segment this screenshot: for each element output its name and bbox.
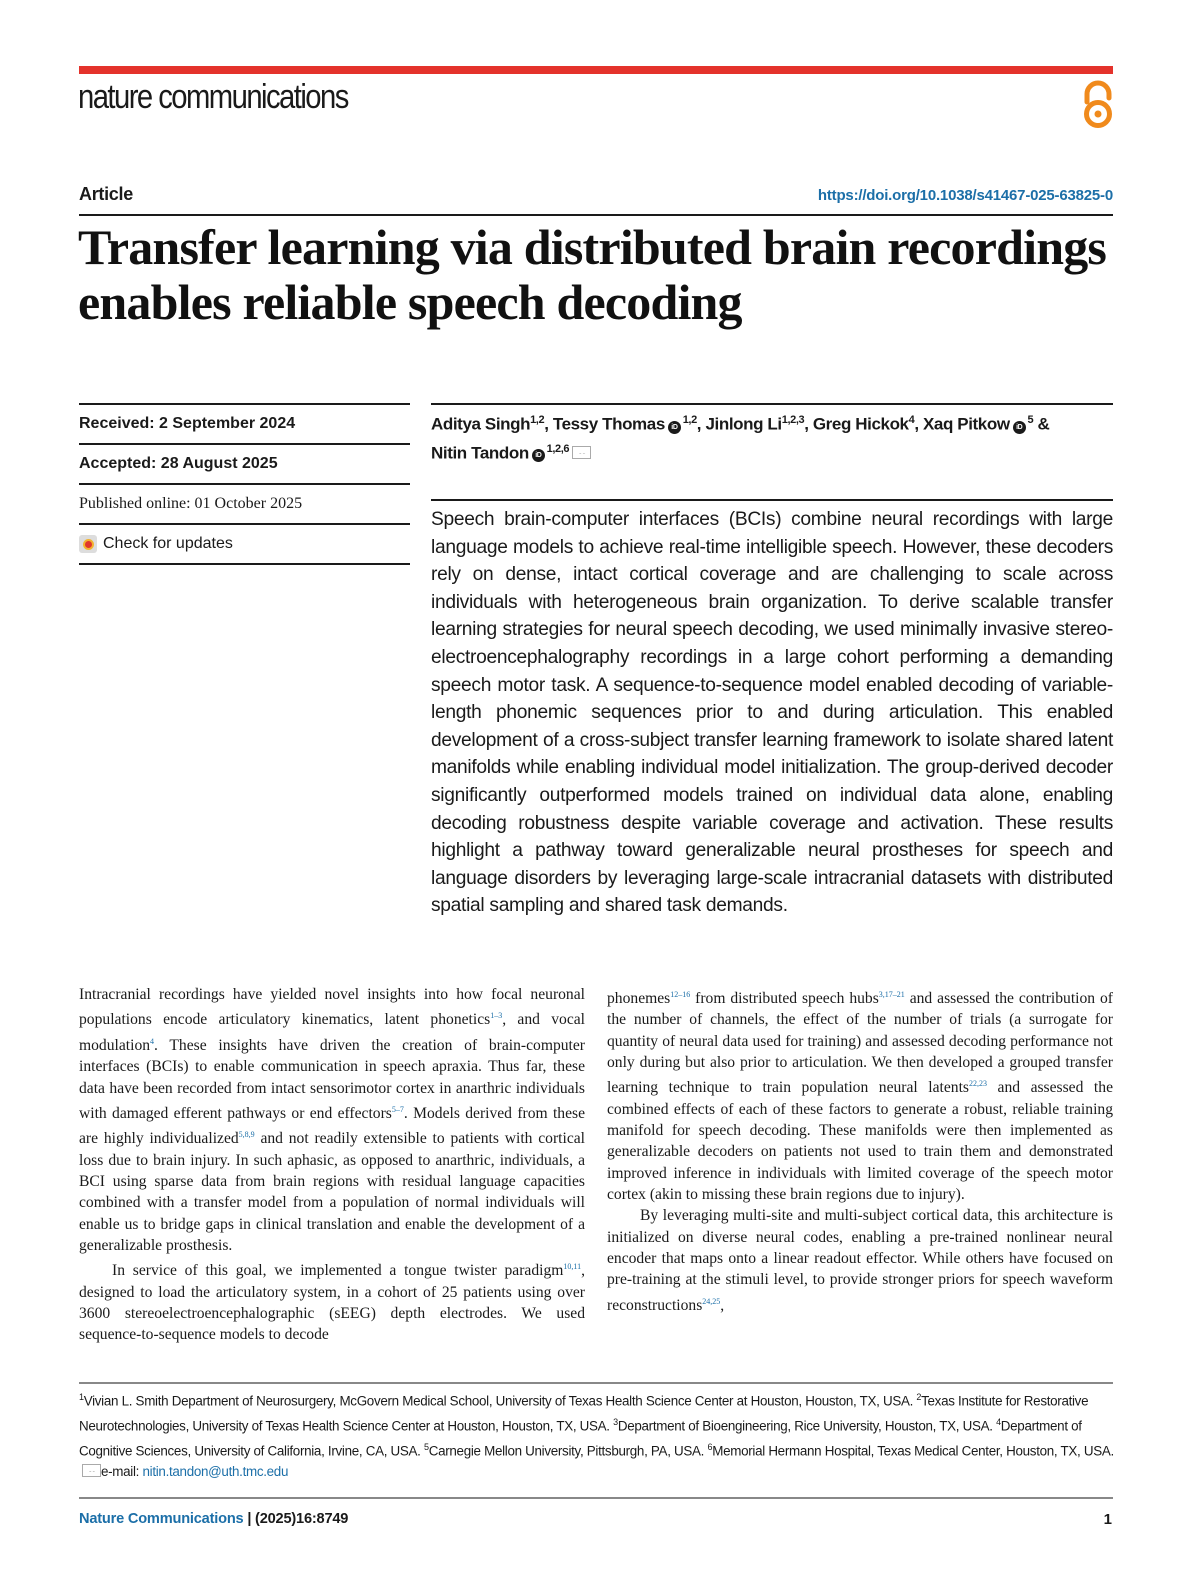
affiliation-number: 5 [424,1441,429,1452]
citation-link[interactable]: 12–16 [670,990,691,999]
journal-accent-bar [79,66,1113,74]
author-name[interactable]: Jinlong Li [705,414,782,434]
publication-dates [79,403,410,565]
received-date: Received: 2 September 2024 [79,415,296,432]
body-paragraph: By leveraging multi-site and multi-subject cortical data, this architecture is initialized on diverse neural codes, enabling a pre-trained nonlinear neural encoder that maps onto a linear readout effector. While others have focused on pre-training at the stimuli level, to provide stronger priors for speech waveform reconstructions$^{24,25}$, [607,1207,1113,1314]
affiliation-number: 2 [916,1392,922,1402]
author-affiliation: 1,2,6 [544,442,570,455]
journal-name: nature communications [78,78,348,116]
footer-citation [79,1511,348,1527]
citation-link[interactable]: 4 [150,1036,155,1046]
published-date: Published online: 01 October 2025 [79,495,303,512]
citation-link[interactable]: 5–7 [391,1104,404,1114]
affiliation-number: 3 [613,1416,618,1427]
email-icon [82,1464,101,1477]
check-updates-icon [79,535,97,553]
author-affiliation: 1,2 [680,414,697,426]
citation-link[interactable]: 22,23 [968,1079,987,1089]
affiliation-number: 6 [707,1441,713,1452]
affiliation-text: Vivian L. Smith Department of Neurosurgery, McGovern Medical School, University of Texas Health Science Center at Houston, Houston, TX, USA. [83,1393,917,1409]
body-paragraph: phonemes$^{12-16}$ from distributed speech hubs$^{3,17-21}$ and assessed the contribution of the number of channels, the effect of the number of trials (a surrogate for quantity of neural data used for training) and assessed decoding performance not only during but also prior to articulation. We then developed a grouped transfer learning technique to train population neural latents$^{22,23}$ and assessed the combined effects of each of these factors to generate a robust, reliable training manifold for speech decoding. These manifolds were then implemented as generalizable decoders on patients not used to train them and demonstrated improved inference in individuals with limited coverage of the speech motor cortex (akin to missing these brain regions due to injury). [607,990,1113,1204]
affiliation-number: 4 [996,1416,1001,1427]
email-icon[interactable] [572,446,591,459]
accepted-date: Accepted: 28 August 2025 [79,455,278,472]
affiliations [79,1387,1119,1483]
author-name[interactable]: Xaq Pitkow [922,414,1010,434]
footer-volume: | (2025)16:8749 [243,1511,349,1527]
footnote-divider [79,1382,1113,1384]
header-divider [79,214,1113,216]
author-name[interactable]: Nitin Tandon [431,443,529,463]
abstract-divider [431,499,1113,501]
author-affiliation: 1,2,3 [781,414,805,426]
page-number: 1 [1103,1511,1112,1528]
affiliation-text: Texas Institute for Restorative Neurotechnologies, University of Texas Health Science Center at Houston, Houston, TX, USA. [79,1393,1089,1434]
author-affiliation: 1,2 [530,414,545,426]
affiliation-text: Memorial Hermann Hospital, Texas Medical Center, Houston, TX, USA. [712,1443,1114,1458]
orcid-icon[interactable]: iD [668,421,681,434]
doi-link[interactable]: https://doi.org/10.1038/s41467-025-63825-0 [817,187,1113,204]
corresponding-email-link[interactable]: nitin.tandon@uth.tmc.edu [142,1464,289,1480]
article-type: Article [79,184,133,204]
body-paragraph: Intracranial recordings have yielded novel insights into how focal neuronal populations encode articulatory kinematics, latent phonetics$^{1-3}$, and vocal modulation$^4$. These insights have driven the creation of brain-computer interfaces (BCIs) to enable communication in speech apraxia. Thus far, these data have been recorded from intact sensorimotor cortex in anarthric individuals with damaged efferent pathways or end effectors$^{5-7}$. Models derived from these are highly individualized$^{5,8,9}$ and not readily extensible to patients with cortical loss due to brain injury. In such aphasic, as opposed to anarthric, individuals, a BCI using sparse data from brain regions with residual language capacities combined with a transfer model from a population of normal individuals will enable us to bridge gaps in clinical translation and enable the development of a generalizable prosthesis. [79,986,586,1255]
footer-journal-link[interactable]: Nature Communications [79,1511,244,1527]
open-access-lock-icon [1082,80,1114,130]
citation-link[interactable]: 24,25 [702,1296,721,1306]
article-title: Transfer learning via distributed brain recordings enables reliable speech decoding [78,219,1107,330]
affiliation-text: Carnegie Mellon University, Pittsburgh, PA, USA. [428,1443,708,1458]
citation-link[interactable]: 3,17–21 [878,990,905,999]
affiliation-text: Department of Cognitive Sciences, University of California, Irvine, CA, USA. [79,1418,1082,1458]
check-updates-label: Check for updates [103,535,233,552]
citation-link[interactable]: 1–3 [490,1011,503,1021]
citation-link[interactable]: 5,8,9 [238,1130,255,1140]
authors-divider [431,403,1113,405]
author-name[interactable]: Greg Hickok [812,414,909,434]
author-name[interactable]: Aditya Singh [431,414,531,434]
author-affiliation: 4 [908,414,915,426]
body-paragraph: In service of this goal, we implemented a tongue twister paradigm$^{10,11}$, designed to load the articulatory system, in a cohort of 25 patients using over 3600 stereoelectroencephalographic (sEEG) depth electrodes. We used sequence-to-sequence models to decode [79,1262,585,1344]
divider [79,563,410,565]
author-list: Aditya Singh$^{1,2}$, Tessy Thomas iD $^{1,2}$, Jinlong Li$^{1,2,3}$, Greg Hickok$^4$, Xaq Pitkow iD $^5$ & Nitin Tandon iD $^{1,2,6}$ [431,414,1050,463]
footer-divider [79,1497,1113,1499]
citation-link[interactable]: 10,11 [563,1262,582,1272]
body-column-left [79,984,585,1346]
abstract: Speech brain-computer interfaces (BCIs) combine neural recordings with large language models to achieve real-time intelligible speech. However, these decoders rely on dense, intact cortical coverage and are challenging to scale across individuals with heterogeneous brain organization. To derive scalable transfer learning strategies for neural speech decoding, we used minimally invasive stereo-electroencephalography recordings in a large cohort performing a demanding speech motor task. A sequence-to-sequence model enabled decoding of variable-length phonemic sequences prior to and during articulation. This enabled development of a cross-subject transfer learning framework to isolate shared latent manifolds while enabling individual model initialization. The group-derived decoder significantly outperformed models trained on individual data alone, enabling decoding robustness despite variable coverage and activation. These results highlight a pathway toward generalizable neural prostheses for speech and language disorders by leveraging large-scale intracranial datasets with distributed spatial sampling and shared task demands. [431,509,1113,917]
orcid-icon[interactable]: iD [532,449,545,462]
orcid-icon[interactable]: iD [1013,421,1026,434]
email-label: e-mail: [101,1464,143,1480]
check-for-updates-button[interactable] [79,525,410,563]
body-column-right [607,984,1113,1316]
author-affiliation: 5 [1025,414,1034,426]
author-name[interactable]: Tessy Thomas [552,414,665,434]
affiliation-number: 1 [79,1392,84,1402]
affiliation-text: Department of Bioengineering, Rice University, Houston, TX, USA. [617,1418,997,1434]
